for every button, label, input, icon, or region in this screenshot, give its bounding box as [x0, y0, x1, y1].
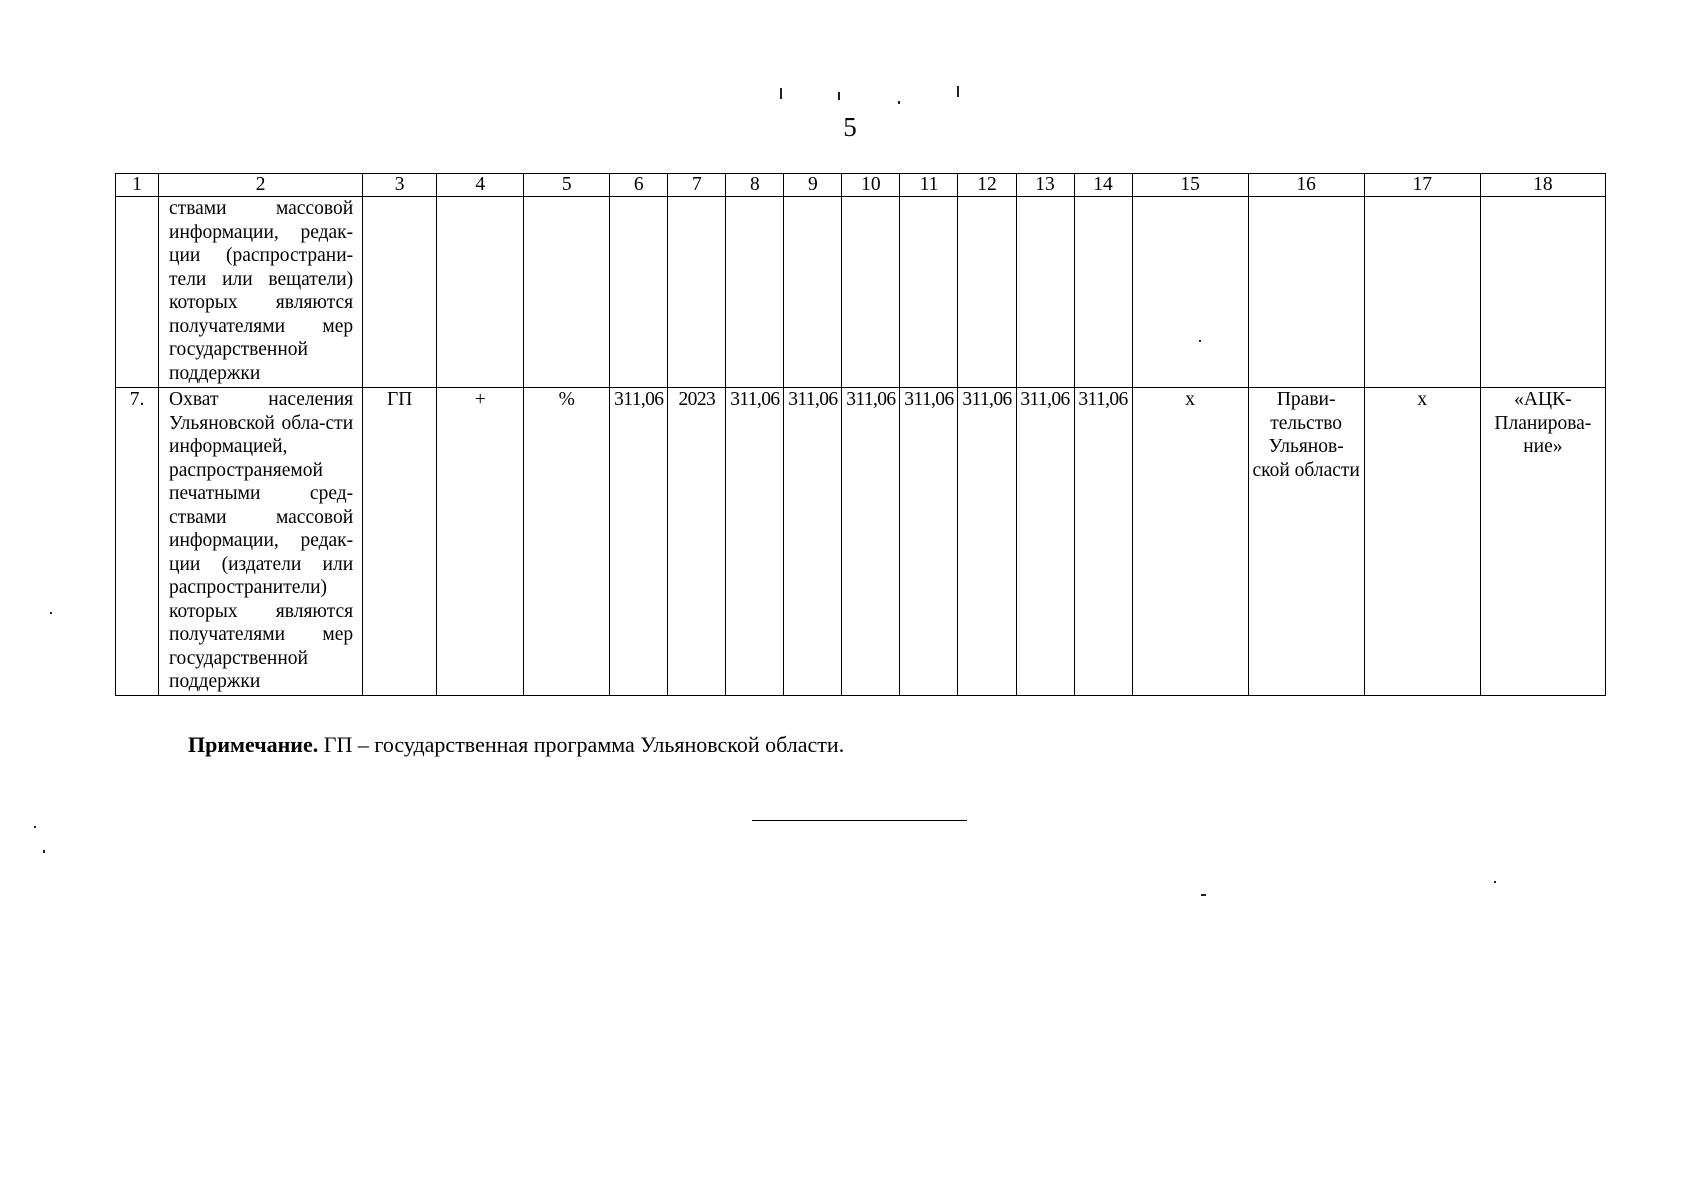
- table-cell: [1074, 197, 1132, 388]
- header-cell: 7: [668, 174, 726, 197]
- header-cell: 3: [363, 174, 437, 197]
- footnote: [188, 732, 844, 758]
- table-cell-col12: 311,06: [958, 388, 1016, 696]
- table-cell: [668, 197, 726, 388]
- header-cell: 16: [1248, 174, 1364, 197]
- table-cell: [784, 197, 842, 388]
- table-cell-col14: 311,06: [1074, 388, 1132, 696]
- header-cell: 14: [1074, 174, 1132, 197]
- table-cell-col5: %: [524, 388, 610, 696]
- table-cell: [610, 197, 668, 388]
- scan-speck: [838, 92, 840, 100]
- footnote-label: Примечание.: [188, 732, 319, 757]
- indicator-description-continued: ствами массовой информации, редак-ции (распространи-тели или вещатели) которых являются получателями мер государственной поддержки: [159, 197, 363, 388]
- header-cell: 4: [437, 174, 524, 197]
- scan-speck: [34, 826, 36, 828]
- header-cell: 17: [1364, 174, 1480, 197]
- table-cell: [1364, 197, 1480, 388]
- header-cell: 11: [900, 174, 958, 197]
- table-cell: [437, 197, 524, 388]
- table-header-row: [116, 174, 1606, 197]
- table-cell: [726, 197, 784, 388]
- header-cell: 8: [726, 174, 784, 197]
- table-cell-col16: Прави-тельство Ульянов-ской области: [1248, 388, 1364, 696]
- header-cell: 10: [842, 174, 900, 197]
- scan-speck: [780, 88, 782, 99]
- header-cell: 1: [116, 174, 159, 197]
- table-cell: [363, 197, 437, 388]
- table-row-7: [116, 388, 1606, 696]
- scan-speck: [957, 86, 959, 97]
- table-cell-col8: 311,06: [726, 388, 784, 696]
- scan-speck: [50, 612, 52, 614]
- table-cell: [116, 197, 159, 388]
- header-cell: 18: [1480, 174, 1605, 197]
- table-cell: [842, 197, 900, 388]
- table-cell-col11: 311,06: [900, 388, 958, 696]
- table-cell: [1480, 197, 1605, 388]
- table-cell: [524, 197, 610, 388]
- header-cell: 13: [1016, 174, 1074, 197]
- table-cell-col9: 311,06: [784, 388, 842, 696]
- header-cell: 6: [610, 174, 668, 197]
- table-cell: [958, 197, 1016, 388]
- table-row-continuation: [116, 197, 1606, 388]
- table-cell-col15: x: [1132, 388, 1248, 696]
- indicator-description: Охват населения Ульяновской обла-сти информацией, распространяемой печатными сред-ствами массовой информации, редак-ции (издатели или распространители) которых являются получателями мер государственной поддержки: [159, 388, 363, 696]
- table-cell-col18: «АЦК-Планирова-ние»: [1480, 388, 1605, 696]
- indicator-table: [115, 173, 1606, 696]
- scan-speck: [1494, 881, 1496, 883]
- table-cell-col10: 311,06: [842, 388, 900, 696]
- scan-speck: [898, 101, 900, 104]
- header-cell: 9: [784, 174, 842, 197]
- header-cell: 12: [958, 174, 1016, 197]
- header-cell: 2: [159, 174, 363, 197]
- header-cell: 15: [1132, 174, 1248, 197]
- table-cell-col4: +: [437, 388, 524, 696]
- end-of-document-line: [752, 820, 967, 821]
- table-cell: [900, 197, 958, 388]
- table-cell: [1248, 197, 1364, 388]
- footnote-text: ГП – государственная программа Ульяновской области.: [318, 732, 845, 757]
- table-cell: [1132, 197, 1248, 388]
- table-cell-col6: 311,06: [610, 388, 668, 696]
- table-cell-col7: 2023: [668, 388, 726, 696]
- table-cell-col17: x: [1364, 388, 1480, 696]
- page-number: 5: [843, 112, 857, 142]
- header-cell: 5: [524, 174, 610, 197]
- row-number: 7.: [116, 388, 159, 696]
- table-cell-col3: ГП: [363, 388, 437, 696]
- scan-speck: [43, 850, 45, 853]
- table-cell: [1016, 197, 1074, 388]
- scan-speck: [1201, 894, 1206, 896]
- table-cell-col13: 311,06: [1016, 388, 1074, 696]
